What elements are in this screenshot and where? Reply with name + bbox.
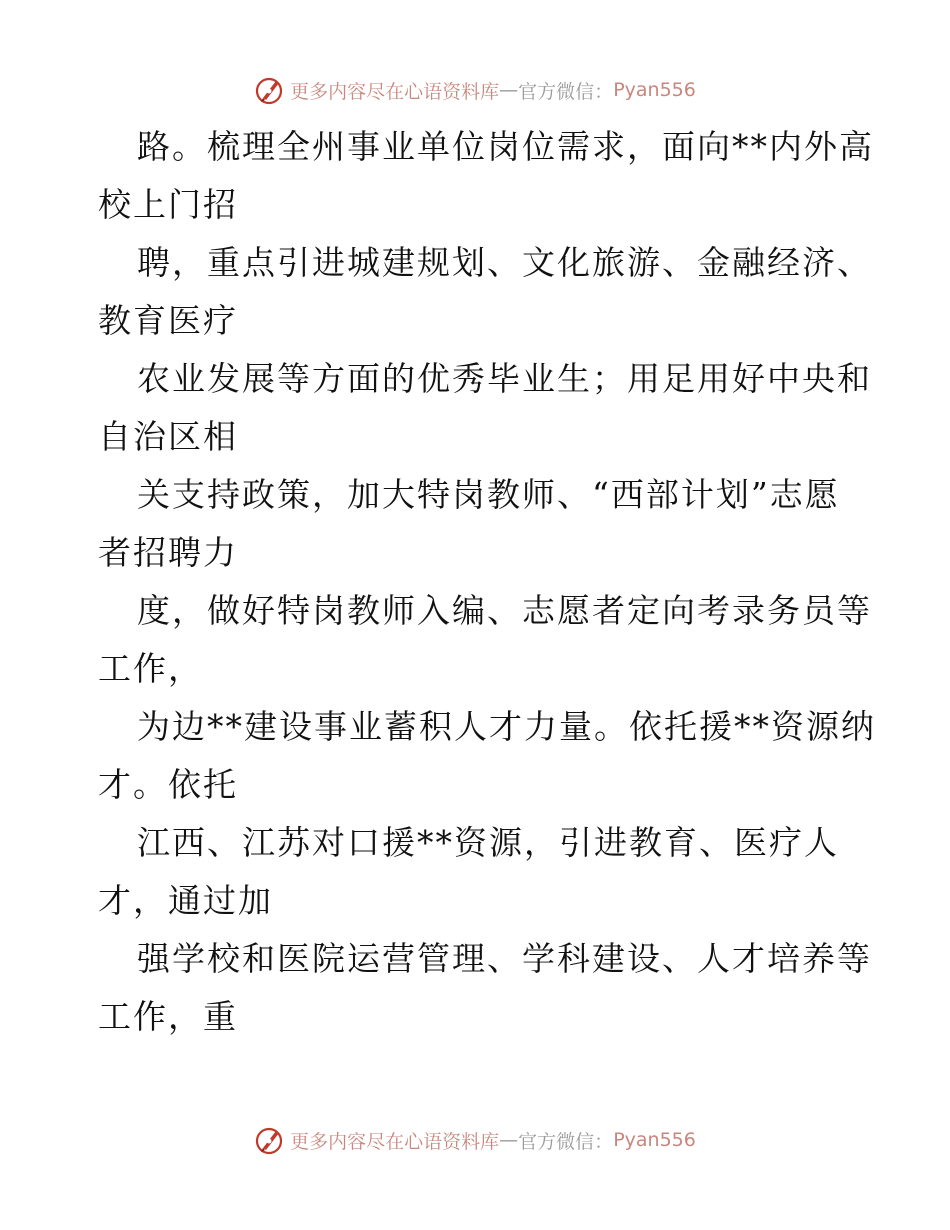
- header-watermark-banner: [0, 72, 950, 108]
- banner-separator: —: [499, 79, 519, 101]
- banner-wechat-id: Pyan556: [613, 1129, 696, 1151]
- body-line: 度，做好特岗教师入编、志愿者定向考录务员等: [137, 591, 872, 630]
- body-line: 者招聘力: [98, 533, 238, 572]
- body-line: 农业发展等方面的优秀毕业生；用足用好中央和: [137, 359, 872, 398]
- body-line: 聘，重点引进城建规划、文化旅游、金融经济、: [137, 243, 872, 282]
- body-line: 才，通过加: [98, 881, 273, 920]
- body-line: 江西、江苏对口援**资源，引进教育、医疗人: [137, 823, 839, 862]
- body-line: 路。梳理全州事业单位岗位需求，面向**内外高: [137, 127, 874, 166]
- body-line: 工作，: [98, 649, 203, 688]
- banner-separator: —: [499, 1129, 519, 1151]
- banner-slogan: 更多内容尽在心语资料库: [290, 1130, 500, 1153]
- body-line: 校上门招: [98, 185, 238, 224]
- banner-slogan: 更多内容尽在心语资料库: [290, 80, 500, 103]
- quill-logo-icon: [254, 74, 286, 106]
- body-line: 才。依托: [98, 765, 238, 804]
- body-line: 关支持政策，加大特岗教师、“西部计划”志愿: [137, 475, 840, 514]
- body-line: 教育医疗: [98, 301, 238, 340]
- footer-watermark-banner: [0, 1122, 950, 1158]
- banner-wechat-label: 官方微信：: [518, 80, 614, 103]
- quill-logo-icon: [254, 1124, 286, 1156]
- body-line: 强学校和医院运营管理、学科建设、人才培养等: [137, 939, 872, 978]
- body-line: 工作，重: [98, 997, 238, 1036]
- banner-wechat-label: 官方微信：: [518, 1130, 614, 1153]
- body-line: 为边**建设事业蓄积人才力量。依托援**资源纳: [137, 707, 876, 746]
- banner-wechat-id: Pyan556: [613, 79, 696, 101]
- body-line: 自治区相: [98, 417, 238, 456]
